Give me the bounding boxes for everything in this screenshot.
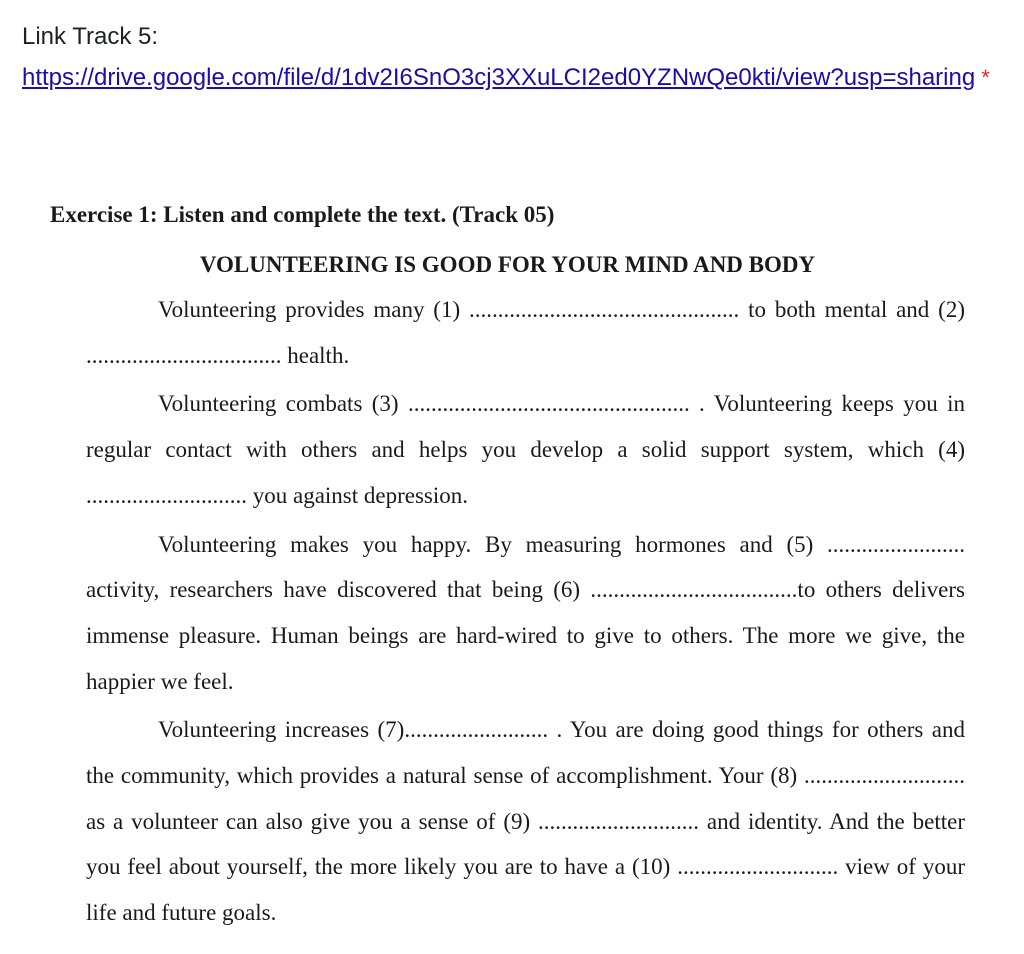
question-header [22,16,1002,98]
paragraph-3: Volunteering makes you happy. By measuring hormones and (5) ........................ activity, researchers have discovered that being (6) ....................................to others delivers immense pleasure. Human beings are hard-wired to give to others. The more we give, the happier we feel. [86,531,965,694]
exercise-document [50,196,965,936]
required-asterisk: * [981,65,990,90]
paragraph-2: Volunteering combats (3) ................................................. . Volunteering keeps you in regular contact with others and helps you develop a solid support system, which (4) ............................ you against depression. [86,391,965,508]
passage-title: VOLUNTEERING IS GOOD FOR YOUR MIND AND BODY [199,252,816,277]
paragraph-1: Volunteering provides many (1) ............................................... to both mental and (2) .................................. health. [86,297,965,368]
paragraph-4: Volunteering increases (7)......................... . You are doing good things for others and the community, which provides a natural sense of accomplishment. Your (8) ............................ as a volunteer can also give you a sense of (9) ............................ and identity. And the better you feel about yourself, the more likely you are to have a (10) ............................ view of your life and future goals. [86,717,965,926]
exercise-heading: Exercise 1: Listen and complete the text. (Track 05) [50,202,555,227]
question-label: Link Track 5: [22,23,159,50]
track-link[interactable]: https://drive.google.com/file/d/1dv2I6SnO3cj3XXuLCI2ed0YZNwQe0kti/view?usp=sharing [22,64,976,91]
